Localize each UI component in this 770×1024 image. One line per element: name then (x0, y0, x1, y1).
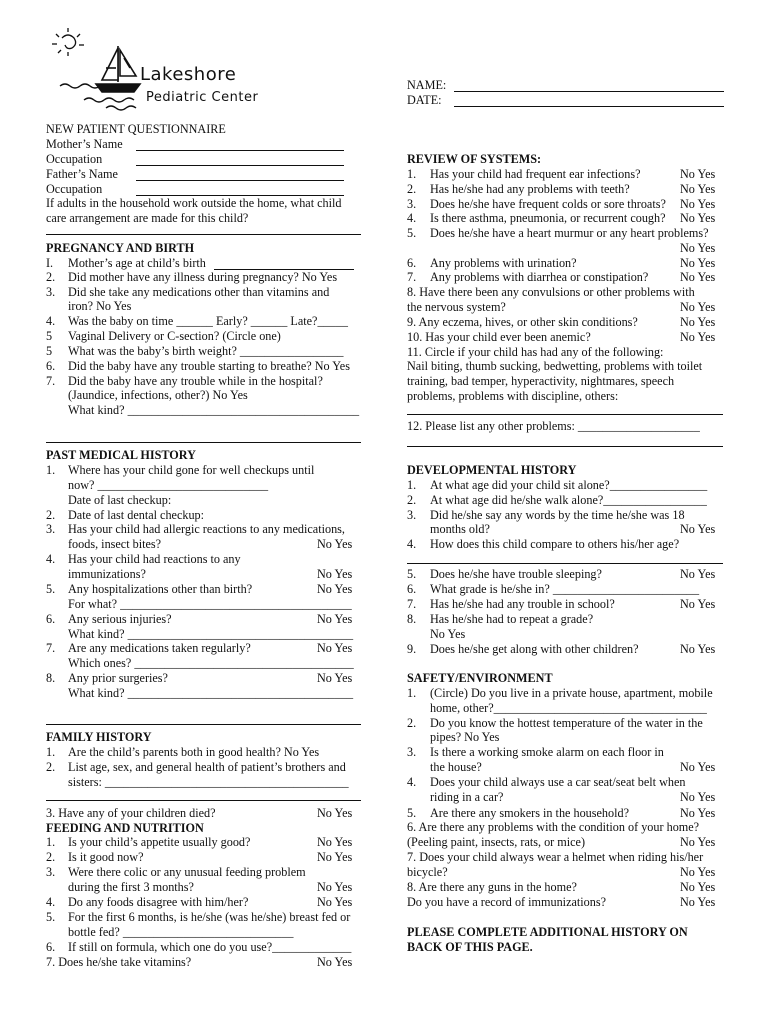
num: 5. (46, 910, 56, 924)
num: 7. (46, 641, 56, 655)
pmh-q5: Any hospitalizations other than birth? (68, 582, 253, 596)
feeding-heading: FEEDING AND NUTRITION (46, 821, 204, 835)
no-yes[interactable]: No Yes (317, 582, 353, 596)
num: 5 (46, 329, 53, 343)
no-yes[interactable]: No Yes (680, 880, 716, 894)
num: 5. (407, 567, 417, 581)
ros-q5: Does he/she have a heart murmur or any heart problems? (430, 226, 709, 240)
num: 3. (407, 508, 417, 522)
preg-q5a: Vaginal Delivery or C-section? (Circle one) (68, 329, 281, 343)
num: 1. (407, 686, 417, 700)
num: 6. (46, 940, 56, 954)
safe-q6-cont: (Peeling paint, insects, rats, or mice) (407, 835, 586, 849)
num: 3. (46, 285, 56, 299)
num: 7. (46, 374, 56, 388)
date-label: DATE: (407, 93, 442, 107)
dev-q8: Has he/she had to repeat a grade? (430, 612, 594, 626)
dev-q2: At what age did he/she walk alone?_________________ (430, 493, 707, 507)
dev-q5: Does he/she have trouble sleeping? (430, 567, 602, 581)
no-yes[interactable]: No Yes (317, 835, 353, 849)
num: 5 (46, 344, 53, 358)
problems-answer-line[interactable] (407, 446, 723, 447)
dev-q3-cont: months old? (430, 522, 490, 536)
pmh-q7: Are any medications taken regularly? (68, 641, 251, 655)
num: 4. (407, 537, 417, 551)
pmh-q1-now: now? ____________________________ (68, 478, 269, 492)
no-yes[interactable]: No Yes (317, 641, 353, 655)
compare-answer-line[interactable] (407, 563, 723, 564)
pmh-q1: Where has your child gone for well checkups until (68, 463, 315, 477)
no-yes[interactable]: No Yes (317, 806, 353, 820)
ros-q8: 8. Have there been any convulsions or other problems with (407, 285, 695, 299)
no-yes[interactable]: No Yes (317, 850, 353, 864)
num: 7. (407, 597, 417, 611)
preg-q3-cont: iron? No Yes (68, 299, 132, 313)
fathers-name-field[interactable] (136, 180, 344, 181)
num: 4. (407, 775, 417, 789)
ros-q12: 12. Please list any other problems: ____________________ (407, 419, 700, 433)
pmh-q4-cont: immunizations? (68, 567, 146, 581)
num: 6. (46, 612, 56, 626)
footer-note: PLEASE COMPLETE ADDITIONAL HISTORY ON (407, 925, 688, 939)
no-yes[interactable]: No Yes (680, 330, 716, 344)
preg-q7-what: What kind? ______________________________________ (68, 403, 360, 417)
mothers-name-label: Mother’s Name (46, 137, 123, 151)
no-yes[interactable]: No Yes (680, 300, 716, 314)
num: 9. (407, 642, 417, 656)
num: 4. (407, 211, 417, 225)
ros-q11-c: training, bad temper, hyperactivity, nightmares, speech (407, 374, 675, 388)
no-yes[interactable]: No Yes (680, 315, 716, 329)
feed-q5-cont: bottle fed? ____________________________ (68, 925, 294, 939)
ros-q9: 9. Any eczema, hives, or other skin conditions? (407, 315, 638, 329)
num: 6. (407, 582, 417, 596)
ros-q4: Is there asthma, pneumonia, or recurrent cough? (430, 211, 666, 225)
num: 8. (46, 671, 56, 685)
safe-q6: 6. Are there any problems with the condition of your home? (407, 820, 700, 834)
no-yes[interactable]: No Yes (430, 627, 466, 641)
num: 1. (46, 745, 56, 759)
num: 1. (407, 167, 417, 181)
num: 1. (407, 478, 417, 492)
no-yes[interactable]: No Yes (680, 642, 716, 656)
preg-q7-cont: (Jaundice, infections, other?) No Yes (68, 388, 248, 402)
num: 2. (46, 508, 56, 522)
safe-q2: Do you know the hottest temperature of the water in the (430, 716, 703, 730)
no-yes[interactable]: No Yes (317, 671, 353, 685)
no-yes[interactable]: No Yes (680, 895, 716, 909)
developmental-heading: DEVELOPMENTAL HISTORY (407, 463, 577, 477)
num: 5. (407, 226, 417, 240)
preg-q6: Did the baby have any trouble starting to breathe? No Yes (68, 359, 350, 373)
childcare-question-cont: care arrangement are made for this child? (46, 211, 249, 225)
no-yes[interactable]: No Yes (317, 880, 353, 894)
safe-q1-cont: home, other?___________________________________ (430, 701, 707, 715)
no-yes[interactable]: No Yes (680, 597, 716, 611)
no-yes[interactable]: No Yes (680, 270, 716, 284)
feed-q3-cont: during the first 3 months? (68, 880, 194, 894)
preg-q1: Mother’s age at child’s birth (68, 256, 206, 270)
num: 2. (407, 182, 417, 196)
safe-q7-cont: bicycle? (407, 865, 448, 879)
fam-q2: List age, sex, and general health of patient’s brothers and (68, 760, 346, 774)
num: 2. (407, 716, 417, 730)
pmh-q8-what: What kind? _____________________________________ (68, 686, 354, 700)
no-yes[interactable]: No Yes (317, 567, 353, 581)
preg-q5b: What was the baby’s birth weight? _________________ (68, 344, 344, 358)
pmh-q3: Has your child had allergic reactions to any medications, (68, 522, 345, 536)
name-field[interactable] (454, 91, 724, 92)
safe-q4-cont: riding in a car? (430, 790, 504, 804)
family-heading: FAMILY HISTORY (46, 730, 152, 744)
no-yes[interactable]: No Yes (317, 612, 353, 626)
preg-q7: Did the baby have any trouble while in the hospital? (68, 374, 323, 388)
divider (46, 442, 361, 443)
num: 3. (46, 522, 56, 536)
feed-q1: Is your child’s appetite usually good? (68, 835, 251, 849)
feed-q6: If still on formula, which one do you use?_____________ (68, 940, 352, 954)
dev-q6: What grade is he/she in? ________________________ (430, 582, 700, 596)
occupation2-label: Occupation (46, 182, 103, 196)
dev-q3: Did he/she say any words by the time he/she was 18 (430, 508, 685, 522)
logo-subtitle: Pediatric Center (146, 90, 259, 105)
no-yes[interactable]: No Yes (317, 955, 353, 969)
feed-q5: For the first 6 months, is he/she (was he/she) breast fed or (68, 910, 351, 924)
no-yes[interactable]: No Yes (680, 790, 716, 804)
ros-q10: 10. Has your child ever been anemic? (407, 330, 591, 344)
num: 2. (407, 493, 417, 507)
pmh-q1-date: Date of last checkup: (68, 493, 172, 507)
dev-q1: At what age did your child sit alone?________________ (430, 478, 708, 492)
num: 4. (46, 314, 56, 328)
date-field[interactable] (454, 106, 724, 107)
occupation1-label: Occupation (46, 152, 103, 166)
others-answer-line[interactable] (407, 414, 723, 415)
no-yes[interactable]: No Yes (680, 522, 716, 536)
num: 1. (46, 835, 56, 849)
ros-q1: Has your child had frequent ear infections? (430, 167, 641, 181)
name-label: NAME: (407, 78, 447, 92)
pmh-q4: Has your child had reactions to any (68, 552, 241, 566)
num: 5. (407, 806, 417, 820)
pregnancy-heading: PREGNANCY AND BIRTH (46, 241, 195, 255)
no-yes[interactable]: No Yes (680, 835, 716, 849)
num: 7. (407, 270, 417, 284)
no-yes[interactable]: No Yes (680, 197, 716, 211)
safe-q4: Does your child always use a car seat/seat belt when (430, 775, 686, 789)
safe-q3: Is there a working smoke alarm on each floor in (430, 745, 664, 759)
pmh-q8: Any prior surgeries? (68, 671, 168, 685)
fathers-name-label: Father’s Name (46, 167, 118, 181)
dev-q7: Has he/she had any trouble in school? (430, 597, 615, 611)
sailboat-icon (96, 46, 140, 92)
occupation1-field[interactable] (136, 165, 344, 166)
num: 3. (407, 197, 417, 211)
num: 2. (46, 270, 56, 284)
ros-q2: Has he/she had any problems with teeth? (430, 182, 630, 196)
no-yes[interactable]: No Yes (317, 895, 353, 909)
feed-q2: Is it good now? (68, 850, 144, 864)
num: 8. (407, 612, 417, 626)
num: I. (46, 256, 54, 270)
ros-q3: Does he/she have frequent colds or sore throats? (430, 197, 666, 211)
fam-q3: 3. Have any of your children died? (46, 806, 216, 820)
no-yes[interactable]: No Yes (680, 167, 716, 181)
safe-q8: 8. Are there any guns in the home? (407, 880, 577, 894)
num: 2. (46, 760, 56, 774)
dev-q4: How does this child compare to others his/her age? (430, 537, 680, 551)
num: 5. (46, 582, 56, 596)
pmh-q7-which: Which ones? ____________________________________ (68, 656, 354, 670)
ros-q11-d: problems, problems with discipline, others: (407, 389, 619, 403)
num: 1. (46, 463, 56, 477)
childcare-question: If adults in the household work outside the home, what child (46, 196, 342, 210)
ros-q11: 11. Circle if your child has had any of the following: (407, 345, 664, 359)
siblings-answer-line[interactable] (46, 800, 361, 801)
ros-q6: Any problems with urination? (430, 256, 577, 270)
pmh-q6: Any serious injuries? (68, 612, 172, 626)
num: 3. (407, 745, 417, 759)
divider (46, 724, 361, 725)
review-heading: REVIEW OF SYSTEMS: (407, 152, 542, 166)
ros-q8-cont: the nervous system? (407, 300, 506, 314)
footer-note-cont: BACK OF THIS PAGE. (407, 940, 533, 954)
no-yes[interactable]: No Yes (317, 537, 353, 551)
safe-q7: 7. Does your child always wear a helmet when riding his/her (407, 850, 704, 864)
no-yes[interactable]: No Yes (680, 256, 716, 270)
preg-q3: Did she take any medications other than vitamins and (68, 285, 330, 299)
feed-q7: 7. Does he/she take vitamins? (46, 955, 192, 969)
mothers-name-field[interactable] (136, 150, 344, 151)
no-yes[interactable]: No Yes (680, 865, 716, 879)
form-title: NEW PATIENT QUESTIONNAIRE (46, 122, 226, 136)
safe-q3-cont: the house? (430, 760, 482, 774)
no-yes[interactable]: No Yes (680, 241, 716, 255)
safe-q1: (Circle) Do you live in a private house, apartment, mobile (430, 686, 713, 700)
logo-name: Lakeshore (140, 64, 237, 85)
pmh-q3-cont: foods, insect bites? (68, 537, 162, 551)
past-medical-heading: PAST MEDICAL HISTORY (46, 448, 196, 462)
sun-icon (52, 28, 84, 56)
no-yes[interactable]: No Yes (680, 567, 716, 581)
num: 4. (46, 552, 56, 566)
safety-heading: SAFETY/ENVIRONMENT (407, 671, 553, 685)
fam-q1: Are the child’s parents both in good health? No Yes (68, 745, 320, 759)
pmh-q2: Date of last dental checkup: (68, 508, 205, 522)
safe-q5: Are there any smokers in the household? (430, 806, 630, 820)
num: 6. (46, 359, 56, 373)
feed-q4: Do any foods disagree with him/her? (68, 895, 249, 909)
no-yes[interactable]: No Yes (680, 211, 716, 225)
ros-q7: Any problems with diarrhea or constipation? (430, 270, 649, 284)
ros-q11-b: Nail biting, thumb sucking, bedwetting, problems with toilet (407, 359, 703, 373)
preg-q2: Did mother have any illness during pregnancy? No Yes (68, 270, 338, 284)
pmh-q6-what: What kind? _____________________________________ (68, 627, 354, 641)
preg-q4: Was the baby on time ______ Early? ______ Late?_____ (68, 314, 348, 328)
num: 2. (46, 850, 56, 864)
fam-q2-sisters: sisters: ________________________________________ (68, 775, 349, 789)
safe-q2-cont: pipes? No Yes (430, 730, 500, 744)
no-yes[interactable]: No Yes (680, 806, 716, 820)
num: 3. (46, 865, 56, 879)
no-yes[interactable]: No Yes (680, 182, 716, 196)
pmh-q5-what: For what? ______________________________________ (68, 597, 352, 611)
childcare-answer-line[interactable] (46, 234, 361, 235)
num: 4. (46, 895, 56, 909)
feed-q3: Were there colic or any unusual feeding problem (68, 865, 306, 879)
dev-q9: Does he/she get along with other children? (430, 642, 639, 656)
num: 6. (407, 256, 417, 270)
no-yes[interactable]: No Yes (680, 760, 716, 774)
safe-q9: Do you have a record of immunizations? (407, 895, 606, 909)
